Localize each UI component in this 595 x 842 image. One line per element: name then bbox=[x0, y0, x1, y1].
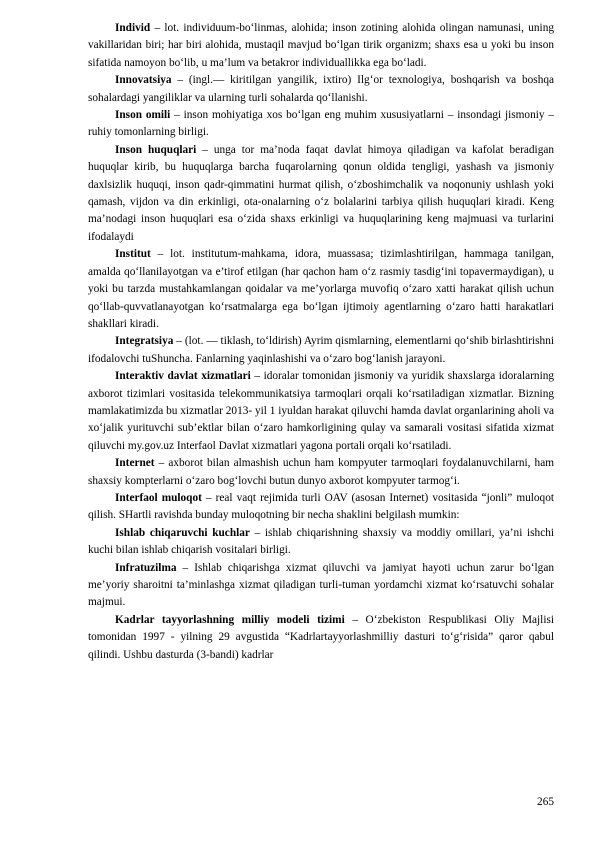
definition-infratuzilma: – Ishlab chiqarishga xizmat qiluvchi va jamiyat hayoti uchun zarur bo‘lgan me’yoriy sharoitni ta’minlashga xizmat qiladigan turli-tuman yordamchi xizmat ko‘rsatuvchi sohalar majmui. bbox=[88, 561, 554, 609]
glossary-entry-institut bbox=[88, 246, 554, 333]
term-individ: Individ bbox=[115, 22, 151, 34]
term-infratuzilma: Infratuzilma bbox=[115, 561, 177, 574]
definition-interaktiv-davlat-xizmatlari: – idoralar tomonidan jismoniy va yuridik shaxslarga idoralarning axborot tizimlari vositasida telekommunikatsiya tarmoqlari orqali ko‘rsatiladigan xizmatlar. Bizning mamlakatimizda bu xizmatlar 2013- yil 1 iyuldan harakat qiluvchi hamda davlat organlarining aholi va xo‘jalik yurituvchi sub’ektlar bilan o‘zaro hamkorligining qulay va samarali vositasi sifatida xizmat qiluvchi my.gov.uz Interfaol Davlat xizmatlari yagona portali orqali ko‘rsatiladi. bbox=[88, 370, 555, 452]
glossary-entry-innovatsiya bbox=[88, 72, 554, 107]
term-interaktiv-davlat-xizmatlari: Interaktiv davlat xizmatlari bbox=[115, 370, 251, 383]
term-interfaol-muloqot: Interfaol muloqot bbox=[115, 491, 202, 504]
definition-inson-omili: – inson mohiyatiga xos bo‘lgan eng muhim xususiyatlarni – insondagi jismoniy – ruhiy tomonlarning birligi. bbox=[88, 109, 554, 139]
definition-ishlab-chiqaruvchi-kuchlar: – ishlab chiqarishning shaxsiy va moddiy omillari, ya’ni ishchi kuchi bilan ishlab chiqarish vositalari birligi. bbox=[88, 526, 554, 557]
definition-integratsiya: – (lot. — tiklash, to‘ldirish) Ayrim qismlarning, elementlarni qo‘shib birlashtirishni ifodalovchi tuShuncha. Fanlarning yaqinlashishi va o‘zaro bog‘lanish jarayoni. bbox=[88, 335, 554, 365]
glossary-entry-integratsiya bbox=[88, 333, 554, 368]
term-institut: Institut bbox=[115, 248, 151, 261]
term-kadrlar-tayyorlash: Kadrlar tayyorlashning milliy modeli tizimi bbox=[115, 613, 345, 626]
glossary-entry-individ bbox=[88, 20, 554, 72]
term-internet: Internet bbox=[115, 457, 155, 470]
term-integratsiya: Integratsiya bbox=[115, 335, 174, 348]
definition-institut: – lot. institutum-mahkama, idora, muassasa; tizimlashtirilgan, hammaga tanilgan, amalda qo‘llanilayotgan va e’tirof etilgan (har qachon ham o‘z rasmiy tasdig‘ini topavermaydigan), u yoki bu tarzda mustahkamlangan qoidalar va me’yorlarga muvofiq o‘zaro xatti harakat qilish uchun qo‘llab-quvvatlanayotgan ko‘rsatmalarga ega bo‘lgan ijtimoiy agentlarning o‘zaro hatti harakatlari shakllari kiradi. bbox=[88, 248, 554, 330]
term-innovatsiya: Innovatsiya bbox=[115, 74, 172, 87]
definition-innovatsiya: – (ingl.— kiritilgan yangilik, ixtiro) Ilg‘or texnologiya, boshqarish va boshqa sohalardagi yangiliklar va ularning turli sohalarda qo‘llanishi. bbox=[88, 74, 554, 104]
glossary-entry-internet bbox=[88, 455, 554, 490]
glossary-entry-inson-omili bbox=[88, 107, 554, 142]
glossary-entry-inson-huquqlari bbox=[88, 142, 554, 246]
definition-inson-huquqlari: – unga tor ma’noda faqat davlat himoya qiladigan va kafolat beradigan huquqlar kirib, bu huquqlarga barcha fuqarolarning qonun oldida tengligi, yashash va jismoniy daxlsizlik huquqi, inson qadr-qimmatini hurmat qilish, o‘zboshimchalik va noqonuniy ushlash yoki qamash, vijdon va din erkinligi, ota-onalarning o‘z bolalarini tarbiya qilish huquqlari kiradi. Keng ma’nodagi inson huquqlari esa o‘zida shaxs erkinligi va huquqlarining keng majmuasi va turlarini ifodalaydi bbox=[88, 143, 554, 243]
definition-interfaol-muloqot: – real vaqt rejimida turli OAV (asosan Internet) vositasida “jonli” muloqot qilish. SHartli ravishda bunday muloqotning bir necha shaklini belgilash mumkin: bbox=[88, 491, 554, 522]
glossary-entry-interfaol-muloqot bbox=[88, 490, 554, 525]
glossary-entry-ishlab-chiqaruvchi-kuchlar bbox=[88, 525, 554, 560]
term-ishlab-chiqaruvchi-kuchlar: Ishlab chiqaruvchi kuchlar bbox=[115, 526, 250, 539]
glossary-entry-interaktiv-davlat-xizmatlari bbox=[88, 368, 554, 455]
glossary-entry-kadrlar-tayyorlash bbox=[88, 612, 554, 664]
page-number: 265 bbox=[537, 796, 554, 808]
term-inson-huquqlari: Inson huquqlari bbox=[115, 143, 197, 156]
term-inson-omili: Inson omili bbox=[115, 109, 171, 122]
definition-internet: – axborot bilan almashish uchun ham kompyuter tarmoqlari foydalanuvchilarni, ham shaxsiy kompterlarni o‘zaro bog‘lovchi butun dunyo axborot kompyuter tarmog‘i. bbox=[88, 457, 554, 487]
glossary-entry-infratuzilma bbox=[88, 560, 554, 612]
definition-kadrlar-tayyorlash: – O‘zbekiston Respublikasi Oliy Majlisi tomonidan 1997 - yilning 29 avgustida “Kadrlartayyorlashmilliy dasturi to‘g‘risida” qaror qabul qilindi. Ushbu dasturda (3-bandi) kadrlar bbox=[88, 613, 554, 661]
definition-individ: – lot. individuum-bo‘linmas, alohida; inson zotining alohida olingan namunasi, uning vakillaridan biri; har biri alohida, mustaqil mavjud bo‘lgan tirik organizm; shaxs esa u yoki bu inson sifatida namoyon bo‘lib, u ma’lum va betakror individuallikka ega bo‘ladi. bbox=[88, 22, 554, 69]
glossary-page bbox=[88, 20, 554, 664]
